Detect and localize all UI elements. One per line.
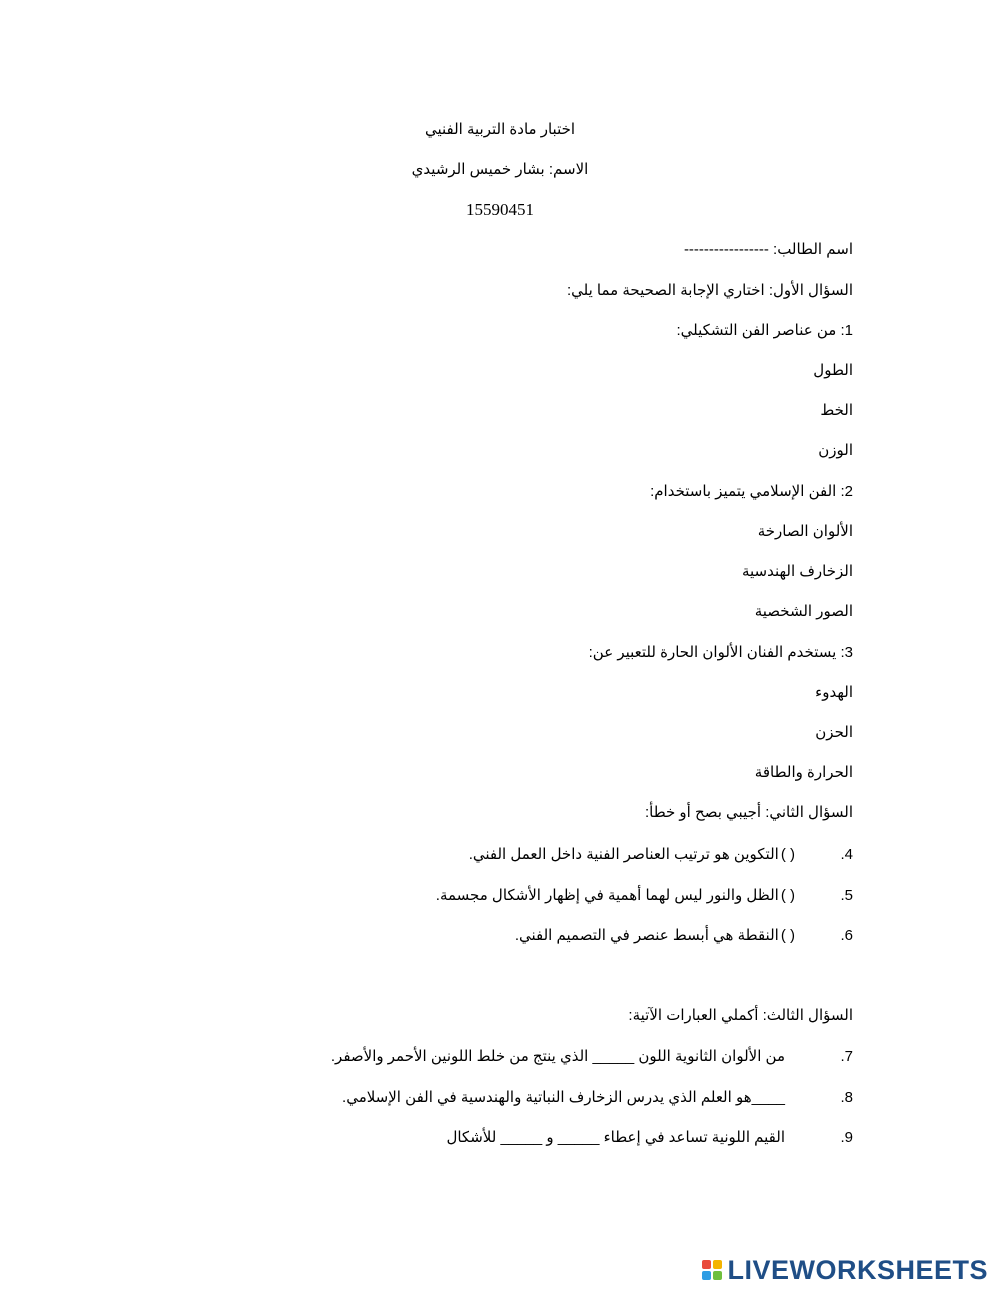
student-name-line: اسم الطالب: ----------------- [683, 241, 853, 258]
q2-item-4 [469, 845, 853, 863]
logo-square-green [713, 1271, 722, 1280]
q1-item-2-option-1[interactable]: الألوان الصارخة [757, 523, 853, 540]
logo-square-yellow [713, 1260, 722, 1269]
q2-item-6-number: 6. [840, 927, 853, 944]
q2-item-5 [436, 886, 853, 904]
liveworksheets-logo-text: LIVEWORKSHEETS [727, 1254, 988, 1285]
q1-title: السؤال الأول: اختاري الإجابة الصحيحة مما يلي: [566, 282, 853, 299]
q1-item-3-option-2[interactable]: الحزن [815, 724, 853, 741]
student-name-header: الاسم: بشار خميس الرشيدي [411, 161, 589, 178]
q2-item-5-text: الظل والنور ليس لهما أهمية في إظهار الأشكال مجسمة. [435, 887, 779, 904]
q1-item-3-option-3[interactable]: الحرارة والطاقة [754, 764, 853, 781]
q3-item-9-text[interactable]: القيم اللونية تساعد في إعطاء _____ و _____ للأشكال [446, 1129, 785, 1146]
q3-item-7 [331, 1047, 853, 1065]
q1-item-1-question: 1: من عناصر الفن التشكيلي: [676, 322, 853, 339]
student-id-number: 15590451 [466, 200, 534, 219]
q3-item-8-text[interactable]: ____هو العلم الذي يدرس الزخارف النباتية والهندسية في الفن الإسلامي. [342, 1089, 785, 1106]
q1-item-3-option-1[interactable]: الهدوء [815, 684, 853, 701]
q3-item-7-text[interactable]: من الألوان الثانوية اللون _____ الذي ينتج من خلط اللونين الأحمر والأصفر. [330, 1048, 785, 1065]
q2-item-6-answer-box[interactable]: ( ) [780, 927, 795, 944]
liveworksheets-logo[interactable] [701, 1255, 988, 1285]
q1-item-2-option-3[interactable]: الصور الشخصية [754, 603, 853, 620]
q3-item-9-number: 9. [840, 1129, 853, 1146]
q3-title: السؤال الثالث: أكملي العبارات الآتية: [628, 1007, 853, 1024]
q1-item-3-question: 3: يستخدم الفنان الألوان الحارة للتعبير عن: [588, 644, 853, 661]
q2-item-4-text: التكوين هو ترتيب العناصر الفنية داخل العمل الفني. [468, 846, 779, 863]
q1-item-1-option-1[interactable]: الطول [813, 362, 853, 379]
q3-item-8 [342, 1088, 853, 1106]
q2-item-5-number: 5. [840, 887, 853, 904]
logo-square-red [702, 1260, 711, 1269]
page-title: اختبار مادة التربية الفنيي [424, 121, 576, 138]
q1-item-2-question: 2: الفن الإسلامي يتميز باستخدام: [650, 483, 853, 500]
q1-item-1-option-2[interactable]: الخط [820, 402, 853, 419]
q2-item-6 [515, 926, 853, 944]
q3-item-7-number: 7. [840, 1048, 853, 1065]
q2-item-4-number: 4. [840, 846, 853, 863]
liveworksheets-logo-icon [701, 1259, 723, 1281]
q2-title: السؤال الثاني: أجيبي بصح أو خطأ: [644, 804, 853, 821]
q2-item-5-answer-box[interactable]: ( ) [780, 887, 795, 904]
q1-item-1-option-3[interactable]: الوزن [818, 442, 853, 459]
q3-item-8-number: 8. [840, 1089, 853, 1106]
q2-item-4-answer-box[interactable]: ( ) [780, 846, 795, 863]
q2-item-6-text: النقطة هي أبسط عنصر في التصميم الفني. [514, 927, 779, 944]
logo-square-blue [702, 1271, 711, 1280]
q1-item-2-option-2[interactable]: الزخارف الهندسية [741, 563, 853, 580]
q3-item-9 [446, 1128, 853, 1146]
